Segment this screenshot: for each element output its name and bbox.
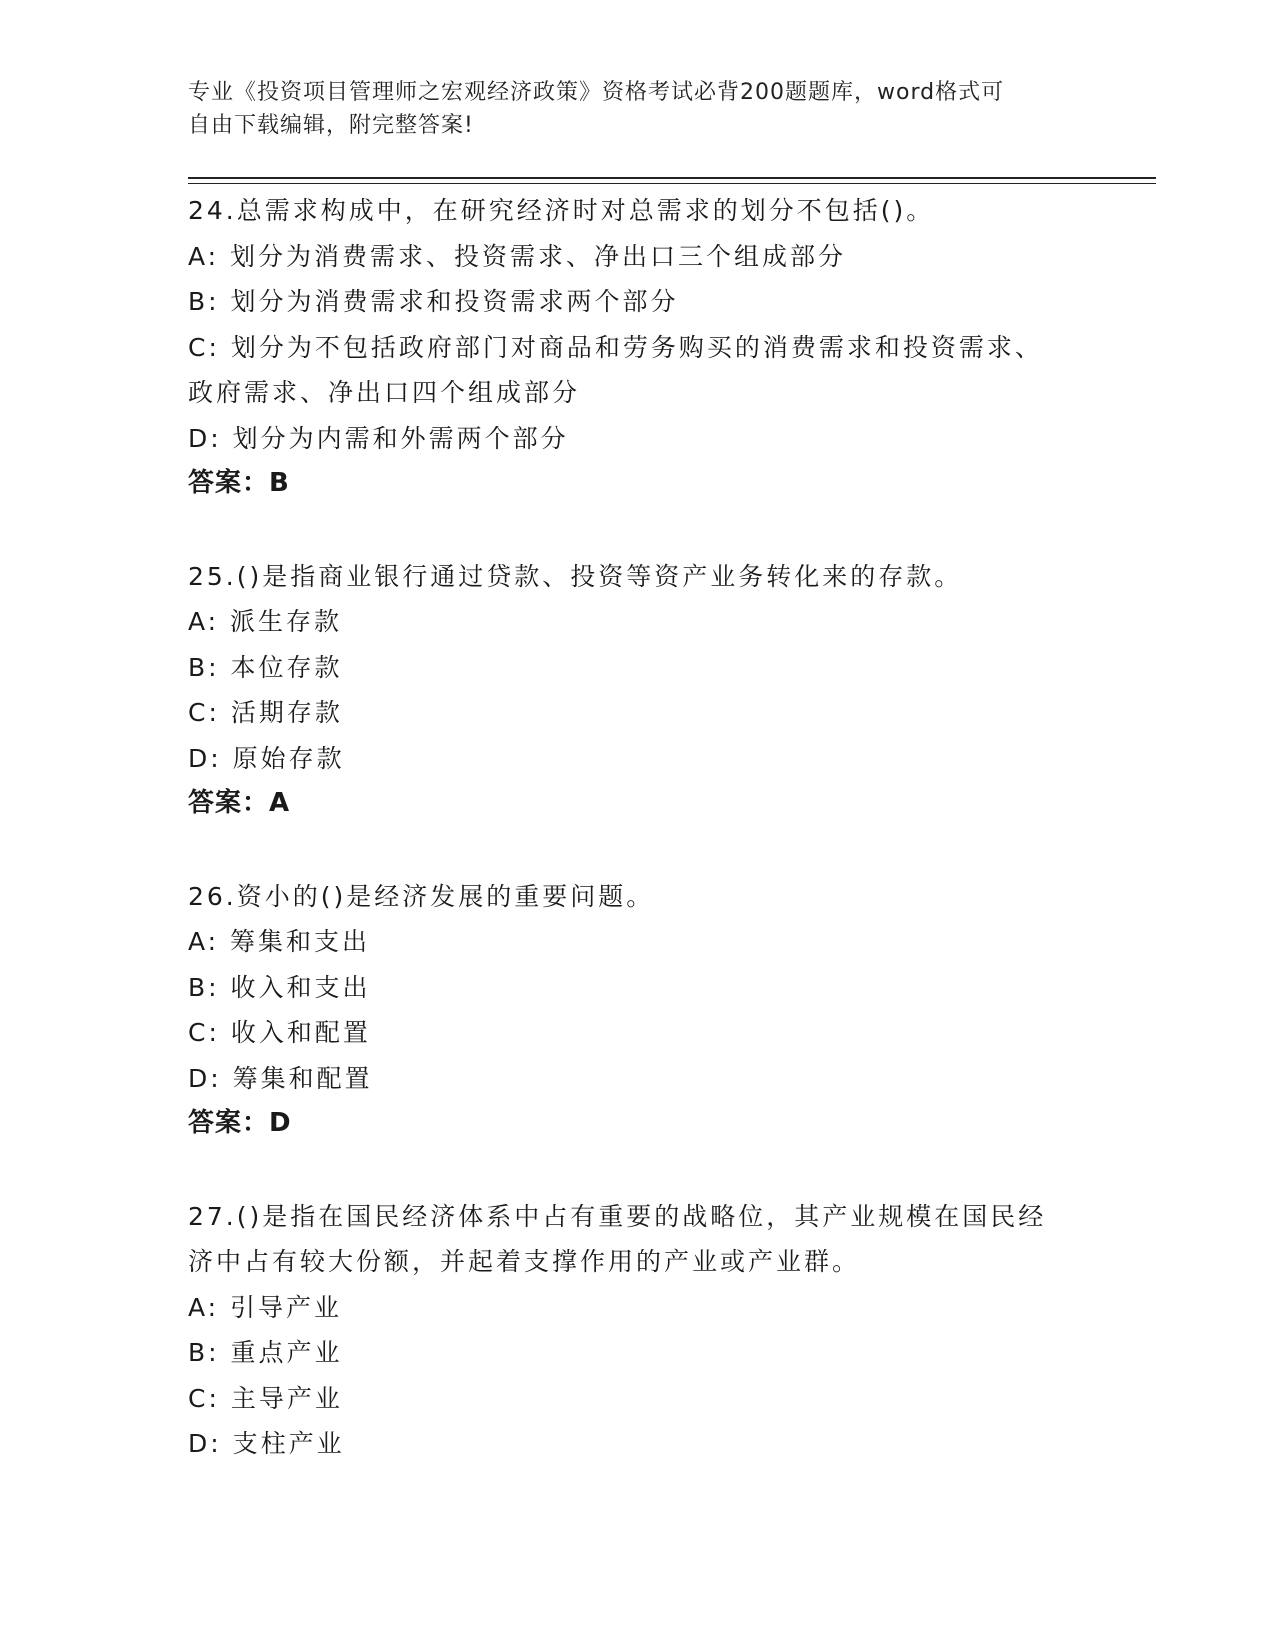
option-b: B: 本位存款 [188, 652, 343, 682]
document-header [188, 76, 1088, 142]
answer: 答案：A [188, 788, 291, 818]
option-c: C: 活期存款 [188, 698, 343, 727]
question-24 [188, 188, 1088, 507]
option-d: D: 筹集和配置 [188, 1063, 373, 1093]
option-a: A: 派生存款 [188, 607, 343, 636]
question-25 [188, 554, 1088, 827]
header-line-1: 专业《投资项目管理师之宏观经济政策》资格考试必背200题题库，word格式可 [188, 80, 1005, 105]
question-list [188, 188, 1088, 1514]
option-b: B: 收入和支出 [188, 972, 371, 1002]
option-c: C: 划分为不包括政府部门对商品和劳务购买的消费需求和投资需求、 [188, 332, 1043, 362]
option-d: D: 支柱产业 [188, 1429, 345, 1458]
question-stem: 26.资小的()是经济发展的重要问题。 [188, 881, 655, 911]
header-divider-thin [188, 183, 1156, 184]
question-stem: 25.()是指商业银行通过贷款、投资等资产业务转化来的存款。 [188, 561, 963, 591]
option-a: A: 筹集和支出 [188, 927, 371, 956]
question-stem-continued: 济中占有较大份额，并起着支撑作用的产业或产业群。 [188, 1247, 861, 1276]
option-b: B: 划分为消费需求和投资需求两个部分 [188, 287, 679, 316]
option-d: D: 原始存款 [188, 743, 345, 773]
question-27 [188, 1194, 1088, 1467]
header-divider-thick [188, 177, 1156, 179]
question-stem: 24.总需求构成中，在研究经济时对总需求的划分不包括()。 [188, 196, 935, 225]
option-a: A: 划分为消费需求、投资需求、净出口三个组成部分 [188, 241, 847, 271]
option-b: B: 重点产业 [188, 1338, 343, 1367]
option-c: C: 收入和配置 [188, 1018, 371, 1047]
option-d: D: 划分为内需和外需两个部分 [188, 423, 569, 453]
header-line-2: 自由下载编辑，附完整答案! [188, 113, 474, 138]
question-stem: 27.()是指在国民经济体系中占有重要的战略位，其产业规模在国民经 [188, 1201, 1047, 1231]
option-c: C: 主导产业 [188, 1383, 343, 1413]
question-26 [188, 874, 1088, 1147]
option-c-continued: 政府需求、净出口四个组成部分 [188, 378, 581, 407]
answer: 答案：B [188, 468, 290, 498]
answer: 答案：D [188, 1108, 292, 1138]
option-a: A: 引导产业 [188, 1292, 343, 1322]
